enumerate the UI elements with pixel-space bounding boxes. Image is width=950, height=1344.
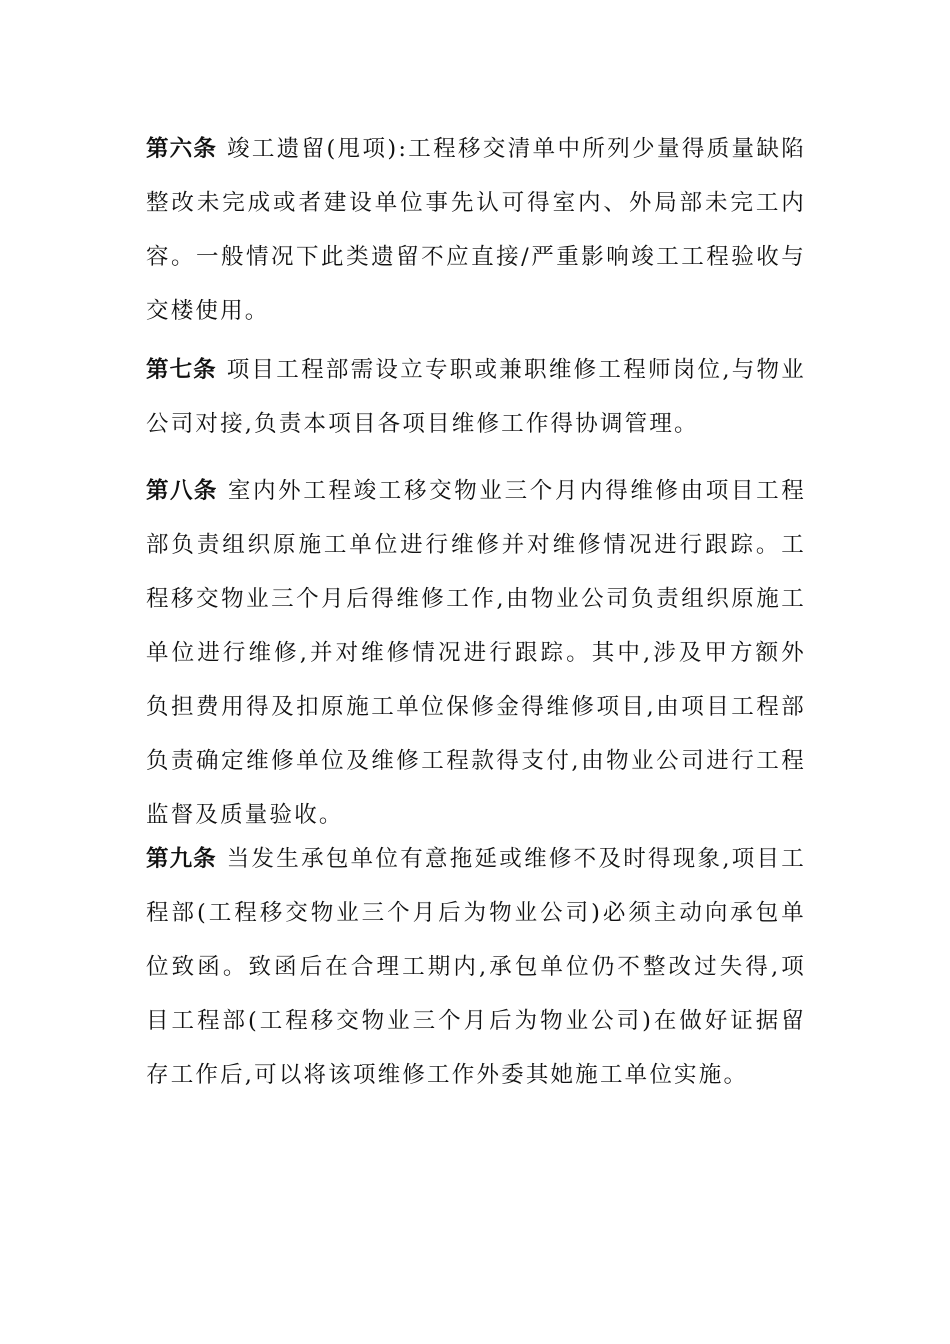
article-8-body: 室内外工程竣工移交物业三个月内得维修由项目工程部负责组织原施工单位进行维修并对维修情况进行跟踪。工程移交物业三个月后得维修工作,由物业公司负责组织原施工单位进行维修,并对维修情况进行跟踪。其中,涉及甲方额外负担费用得及扣原施工单位保修金得维修项目,由项目工程部负责确定维修单位及维修工程款得支付,由物业公司进行工程监督及质量验收。 (146, 478, 806, 828)
article-8-heading: 第八条 (146, 478, 218, 504)
article-9-body: 当发生承包单位有意拖延或维修不及时得现象,项目工程部(工程移交物业三个月后为物业公司)必须主动向承包单位致函。致函后在合理工期内,承包单位仍不整改过失得,项目工程部(工程移交物业三个月后为物业公司)在做好证据留存工作后,可以将该项维修工作外委其她施工单位实施。 (146, 846, 806, 1088)
article-7-body: 项目工程部需设立专职或兼职维修工程师岗位,与物业公司对接,负责本项目各项目维修工作得协调管理。 (146, 357, 806, 437)
article-6-body: 竣工遗留(甩项):工程移交清单中所列少量得质量缺陷整改未完成或者建设单位事先认可得室内、外局部未完工内容。一般情况下此类遗留不应直接/严重影响竣工工程验收与交楼使用。 (146, 136, 806, 324)
article-9 (146, 832, 806, 1102)
article-6-heading: 第六条 (146, 136, 218, 162)
article-7-heading: 第七条 (146, 357, 217, 383)
article-9-heading: 第九条 (146, 846, 217, 872)
article-7 (146, 343, 806, 451)
article-8 (146, 464, 806, 842)
article-6 (146, 122, 806, 338)
